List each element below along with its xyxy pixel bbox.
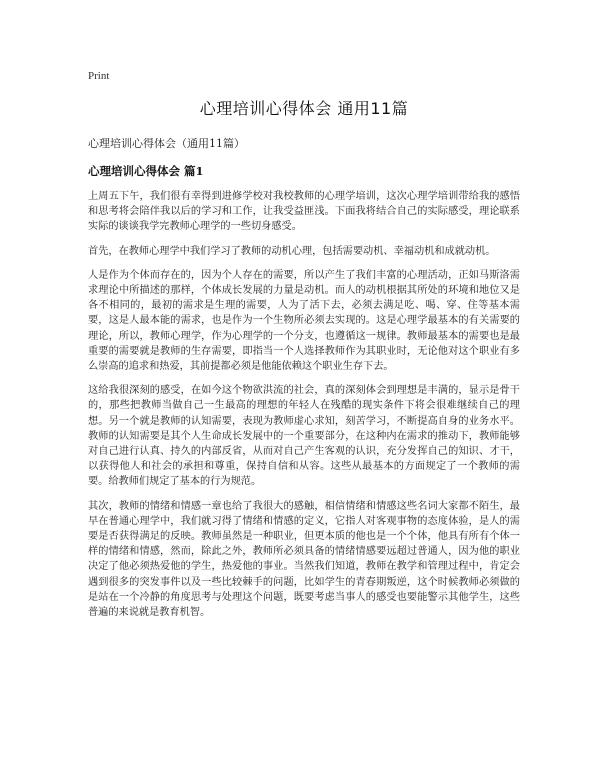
paragraph-5: 其次，教师的情绪和情感一章也给了我很大的感触，相信情绪和情感这些名词大家都不陌生，最早在普通心理学中，我们就习得了情绪和情感的定义，它指人对客观事物的态度体验，是人的需要是否获得满足的反映。教师虽然是一种职业，但更本质的他也是一个个体，他具有所有个体一样的情绪和情感，然而，除此之外，教师所必须具备的情绪情感要远超过普通人，因为他的职业决定了他必须热爱他的学生，热爱他的事业。当然我们知道，教师在教学和管理过程中，肯定会遇到很多的突发事件以及一些比较棘手的问题，比如学生的青春期叛逆，这个时候教师必须做的是站在一个冷静的角度思考与处理这个问题，既要考虑当事人的感受也要能警示其他学生，这些普遍的来说就是教育机智。 (88, 500, 520, 619)
paragraph-4: 这给我很深刻的感受，在如今这个物欲洪流的社会，真的深刻体会到理想是丰满的，显示是骨干的，那些把教师当做自己一生最高的理想的年轻人在残酷的现实条件下将会很难继续自己的理想。另一个就是教师的认知需要，表现为教师虚心求知，刻苦学习，不断提高自身的业务水平。教师的认知需要是其个人生命成长发展中的一个重要部分，在这种内在需求的推动下，教师能够对自己进行认真、持久的内部反省，从而对自己产生客观的认识，充分发挥自己的知识、才干，以获得他人和社会的承担和尊重，保持自信和从容。这些从最基本的方面规定了一个教师的需要。给教师们规定了基本的行为规范。 (88, 385, 520, 488)
paragraph-2: 首先，在教师心理学中我们学习了教师的动机心理，包括需要动机、幸福动机和成就动机。 (88, 245, 496, 257)
document-page (88, 70, 520, 629)
paragraph-1: 上周五下午，我们很有幸得到进修学校对我校教师的心理学培训，这次心理学培训带给我的感悟和思考将会陪伴我以后的学习和工作，让我受益匪浅。下面我将结合自己的实际感受，理论联系实际的谈谈我学完教师心理学的一些切身感受。 (88, 191, 520, 233)
section-heading: 心理培训心得体会 篇1 (88, 164, 204, 178)
document-title: 心理培训心得体会 通用11篇 (199, 99, 409, 118)
document-subtitle: 心理培训心得体会（通用11篇） (88, 137, 245, 150)
paragraph-3: 人是作为个体而存在的，因为个人存在的需要，所以产生了我们丰富的心理活动，正如马斯洛需求理论中所描述的那样，个体成长发展的力量是动机。而人的动机根据其所处的环境和地位又是各不相同的，最初的需求是生理的需要，人为了活下去，必须去满足吃、喝、穿、住等基本需要，这是人最本能的需求，也是作为一个生物所必须去实现的。这是心理学最基本的有关需要的理论，所以，教师心理学，作为心理学的一个分支，也遵循这一规律。教师最基本的需要也是最重要的需要就是教师的生存需要，即指当一个人选择教师作为其职业时，无论他对这个职业有多么崇高的追求和热爱，其前提都必须是他能依赖这个职业生存下去。 (88, 269, 520, 373)
print-link[interactable]: Print (88, 70, 110, 82)
